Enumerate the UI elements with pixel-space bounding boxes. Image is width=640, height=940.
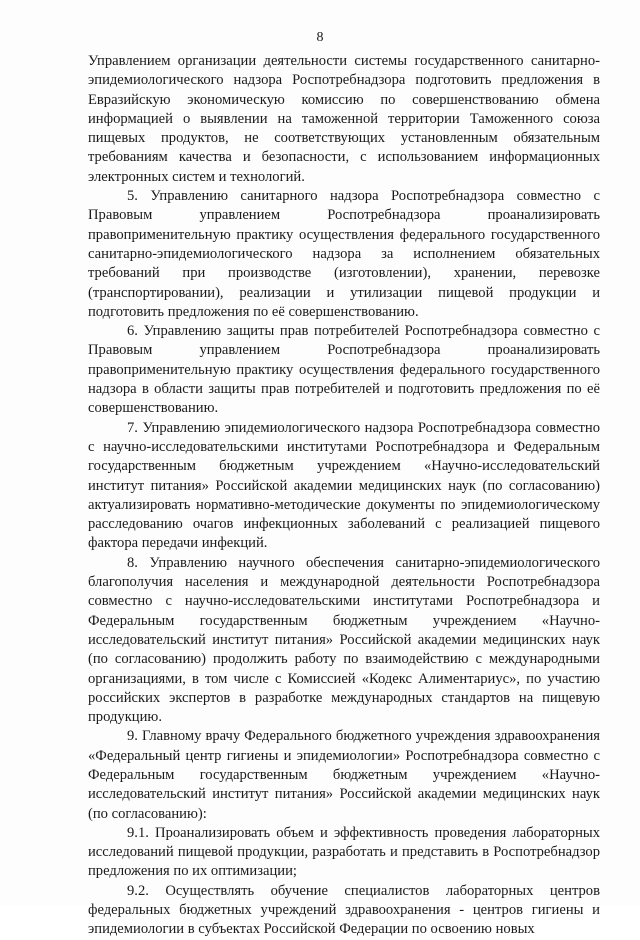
paragraph-item-9-1: 9.1. Проанализировать объем и эффективность проведения лабораторных исследований пищевой продукции, разработать и представить в Роспотребнадзор предложения по их оптимизации; xyxy=(88,824,600,880)
paragraph-continuation: Управлением организации деятельности системы государственного санитарно-эпидемиологического надзора Роспотребнадзора подготовить предложения в Евразийскую экономическую комиссию по совершенствованию обмена информацией о выявлении на таможенной территории Таможенного союза пищевых продуктов, не соответствующих установленным обязательным требованиям качества и безопасности, с использованием информационных электронных систем и технологий. xyxy=(88,53,600,185)
paragraph-item-7: 7. Управлению эпидемиологического надзора Роспотребнадзора совместно с научно-исследовательскими институтами Роспотребнадзора и Федеральным государственным бюджетным учреждением «Научно-исследовательский институт питания» Российской академии медицинских наук (по согласованию) актуализировать нормативно-методические документы по эпидемиологическому расследованию очагов инфекционных заболеваний с реализацией пищевого фактора передачи инфекций. xyxy=(88,419,600,552)
paragraph-item-9-2: 9.2. Осуществлять обучение специалистов лабораторных центров федеральных бюджетных учреждений здравоохранения - центров гигиены и эпидемиологии в субъектах Российской Федерации по освоению новых xyxy=(88,882,600,938)
document-body xyxy=(88,52,600,940)
paragraph-item-5: 5. Управлению санитарного надзора Роспотребнадзора совместно с Правовым управлением Роспотребнадзора проанализировать правоприменительную практику осуществления федерального государственного санитарно-эпидемиологического надзора за исполнением обязательных требований при производстве (изготовлении), хранении, перевозке (транспортировании), реализации и утилизации пищевой продукции и подготовить предложения по её совершенствованию. xyxy=(88,188,600,320)
page-number: 8 xyxy=(316,30,324,45)
paragraph-item-6: 6. Управлению защиты прав потребителей Роспотребнадзора совместно с Правовым управлением Роспотребнадзора проанализировать правоприменительную практику осуществления федерального государственного надзора в области защиты прав потребителей и подготовить предложения по её совершенствованию. xyxy=(88,323,600,417)
paragraph-item-9: 9. Главному врачу Федерального бюджетного учреждения здравоохранения «Федеральный центр гигиены и эпидемиологии» Роспотребнадзора совместно с Федеральным государственным бюджетным учреждением «Научно-исследовательский институт питания» Российской академии медицинских наук (по согласованию): xyxy=(88,728,600,822)
paragraph-item-8: 8. Управлению научного обеспечения санитарно-эпидемиологического благополучия населения и международной деятельности Роспотребнадзора совместно с научно-исследовательскими институтами Роспотребнадзора и Федеральным государственным бюджетным учреждением «Научно-исследовательский институт питания» Российской академии медицинских наук (по согласованию) продолжить работу по взаимодействию с международными организациями, в том числе с Комиссией «Кодекс Алиментариус», по участию российских экспертов в разработке международных стандартов на пищевую продукцию. xyxy=(88,554,600,726)
